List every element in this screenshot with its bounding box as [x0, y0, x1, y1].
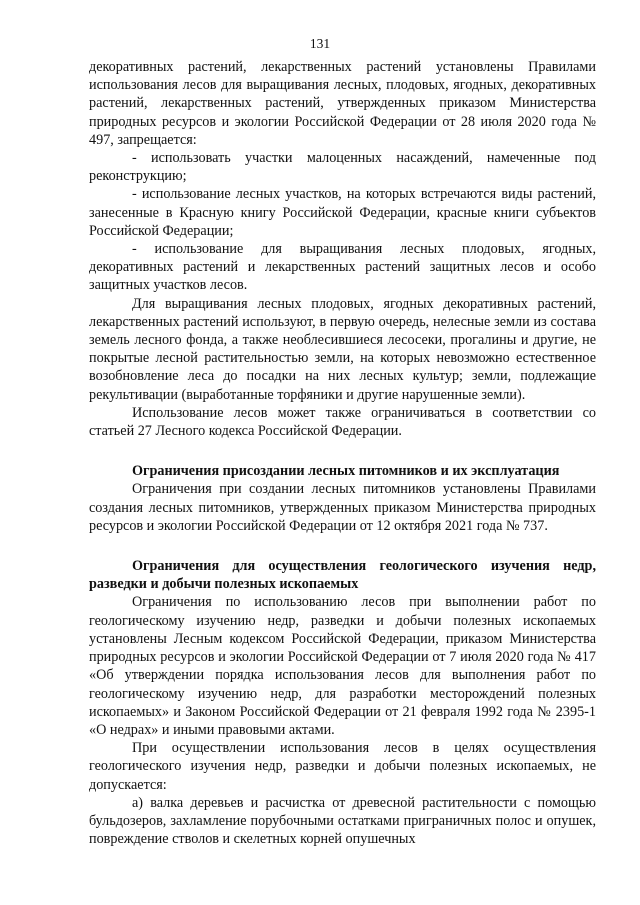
paragraph-6: При осуществлении использования лесов в целях осуществления геологического изучения недр, разведки и добычи полезных ископаемых, не допускается:	[89, 740, 596, 793]
paragraph-7: а) валка деревьев и расчистка от древесной растительности с помощью бульдозеров, захламление порубочными остатками приграничных полос и опушек, повреждение стволов и скелетных корней опушечных	[89, 794, 596, 848]
paragraph-3: Использование лесов может также ограничиваться в соответствии со статьей 27 Лесного кодекса Российской Федерации.	[89, 404, 596, 440]
list-item-1: - использовать участки малоценных насаждений, намеченные под реконструкцию;	[89, 150, 596, 185]
page-number: 131	[309, 36, 331, 51]
section-gap	[89, 440, 596, 462]
section-gap	[89, 535, 596, 557]
paragraph-1: декоративных растений, лекарственных растений установлены Правилами использования лесов для выращивания лесных, плодовых, ягодных, декоративных растений, лекарственных растений, утвержденных приказом Министерства природных ресурсов и экологии Российской Федерации от 28 июля 2020 года № 497, запрещается:	[89, 59, 596, 148]
section-heading-nurseries: Ограничения присоздании лесных питомников и их эксплуатация	[132, 463, 560, 480]
paragraph-2: Для выращивания лесных плодовых, ягодных декоративных растений, лекарственных растений используют, в первую очередь, нелесные земли из состава земель лесного фонда, а также необлесившиеся лесосеки, прогалины и другие, не покрытые лесной растительностью земли, на которых невозможно естественное возобновление леса до посадки на них лесных культур; земли, подлежащие рекультивации (выработанные торфяники и другие нарушенные земли).	[89, 295, 596, 403]
list-item-2: - использование лесных участков, на которых встречаются виды растений, занесенные в Красную книгу Российской Федерации, красные книги субъектов Российской Федерации;	[89, 186, 596, 239]
section-heading-geology: Ограничения для осуществления геологического изучения недр, разведки и добычи полезных ископаемых	[89, 558, 596, 593]
paragraph-4: Ограничения при создании лесных питомников установлены Правилами создания лесных питомников, утвержденных приказом Министерства природных ресурсов и экологии Российской Федерации от 12 октября 2021 года № 737.	[89, 481, 596, 534]
document-body	[89, 58, 596, 848]
paragraph-5: Ограничения по использованию лесов при выполнении работ по геологическому изучению недр, разведки и добычи полезных ископаемых установлены Лесным кодексом Российской Федерации, приказом Министерства природных ресурсов и экологии Российской Федерации от 7 июля 2020 года № 417 «Об утверждении порядка использования лесов для выполнения работ по геологическому изучению недр, для разработки месторождений полезных ископаемых» и Законом Российской Федерации от 21 февраля 1992 года № 2395-1 «О недрах» и иными правовыми актами.	[89, 594, 596, 738]
list-item-3: - использование для выращивания лесных плодовых, ягодных, декоративных растений и лекарственных растений защитных лесов и особо защитных участков лесов.	[89, 241, 596, 294]
